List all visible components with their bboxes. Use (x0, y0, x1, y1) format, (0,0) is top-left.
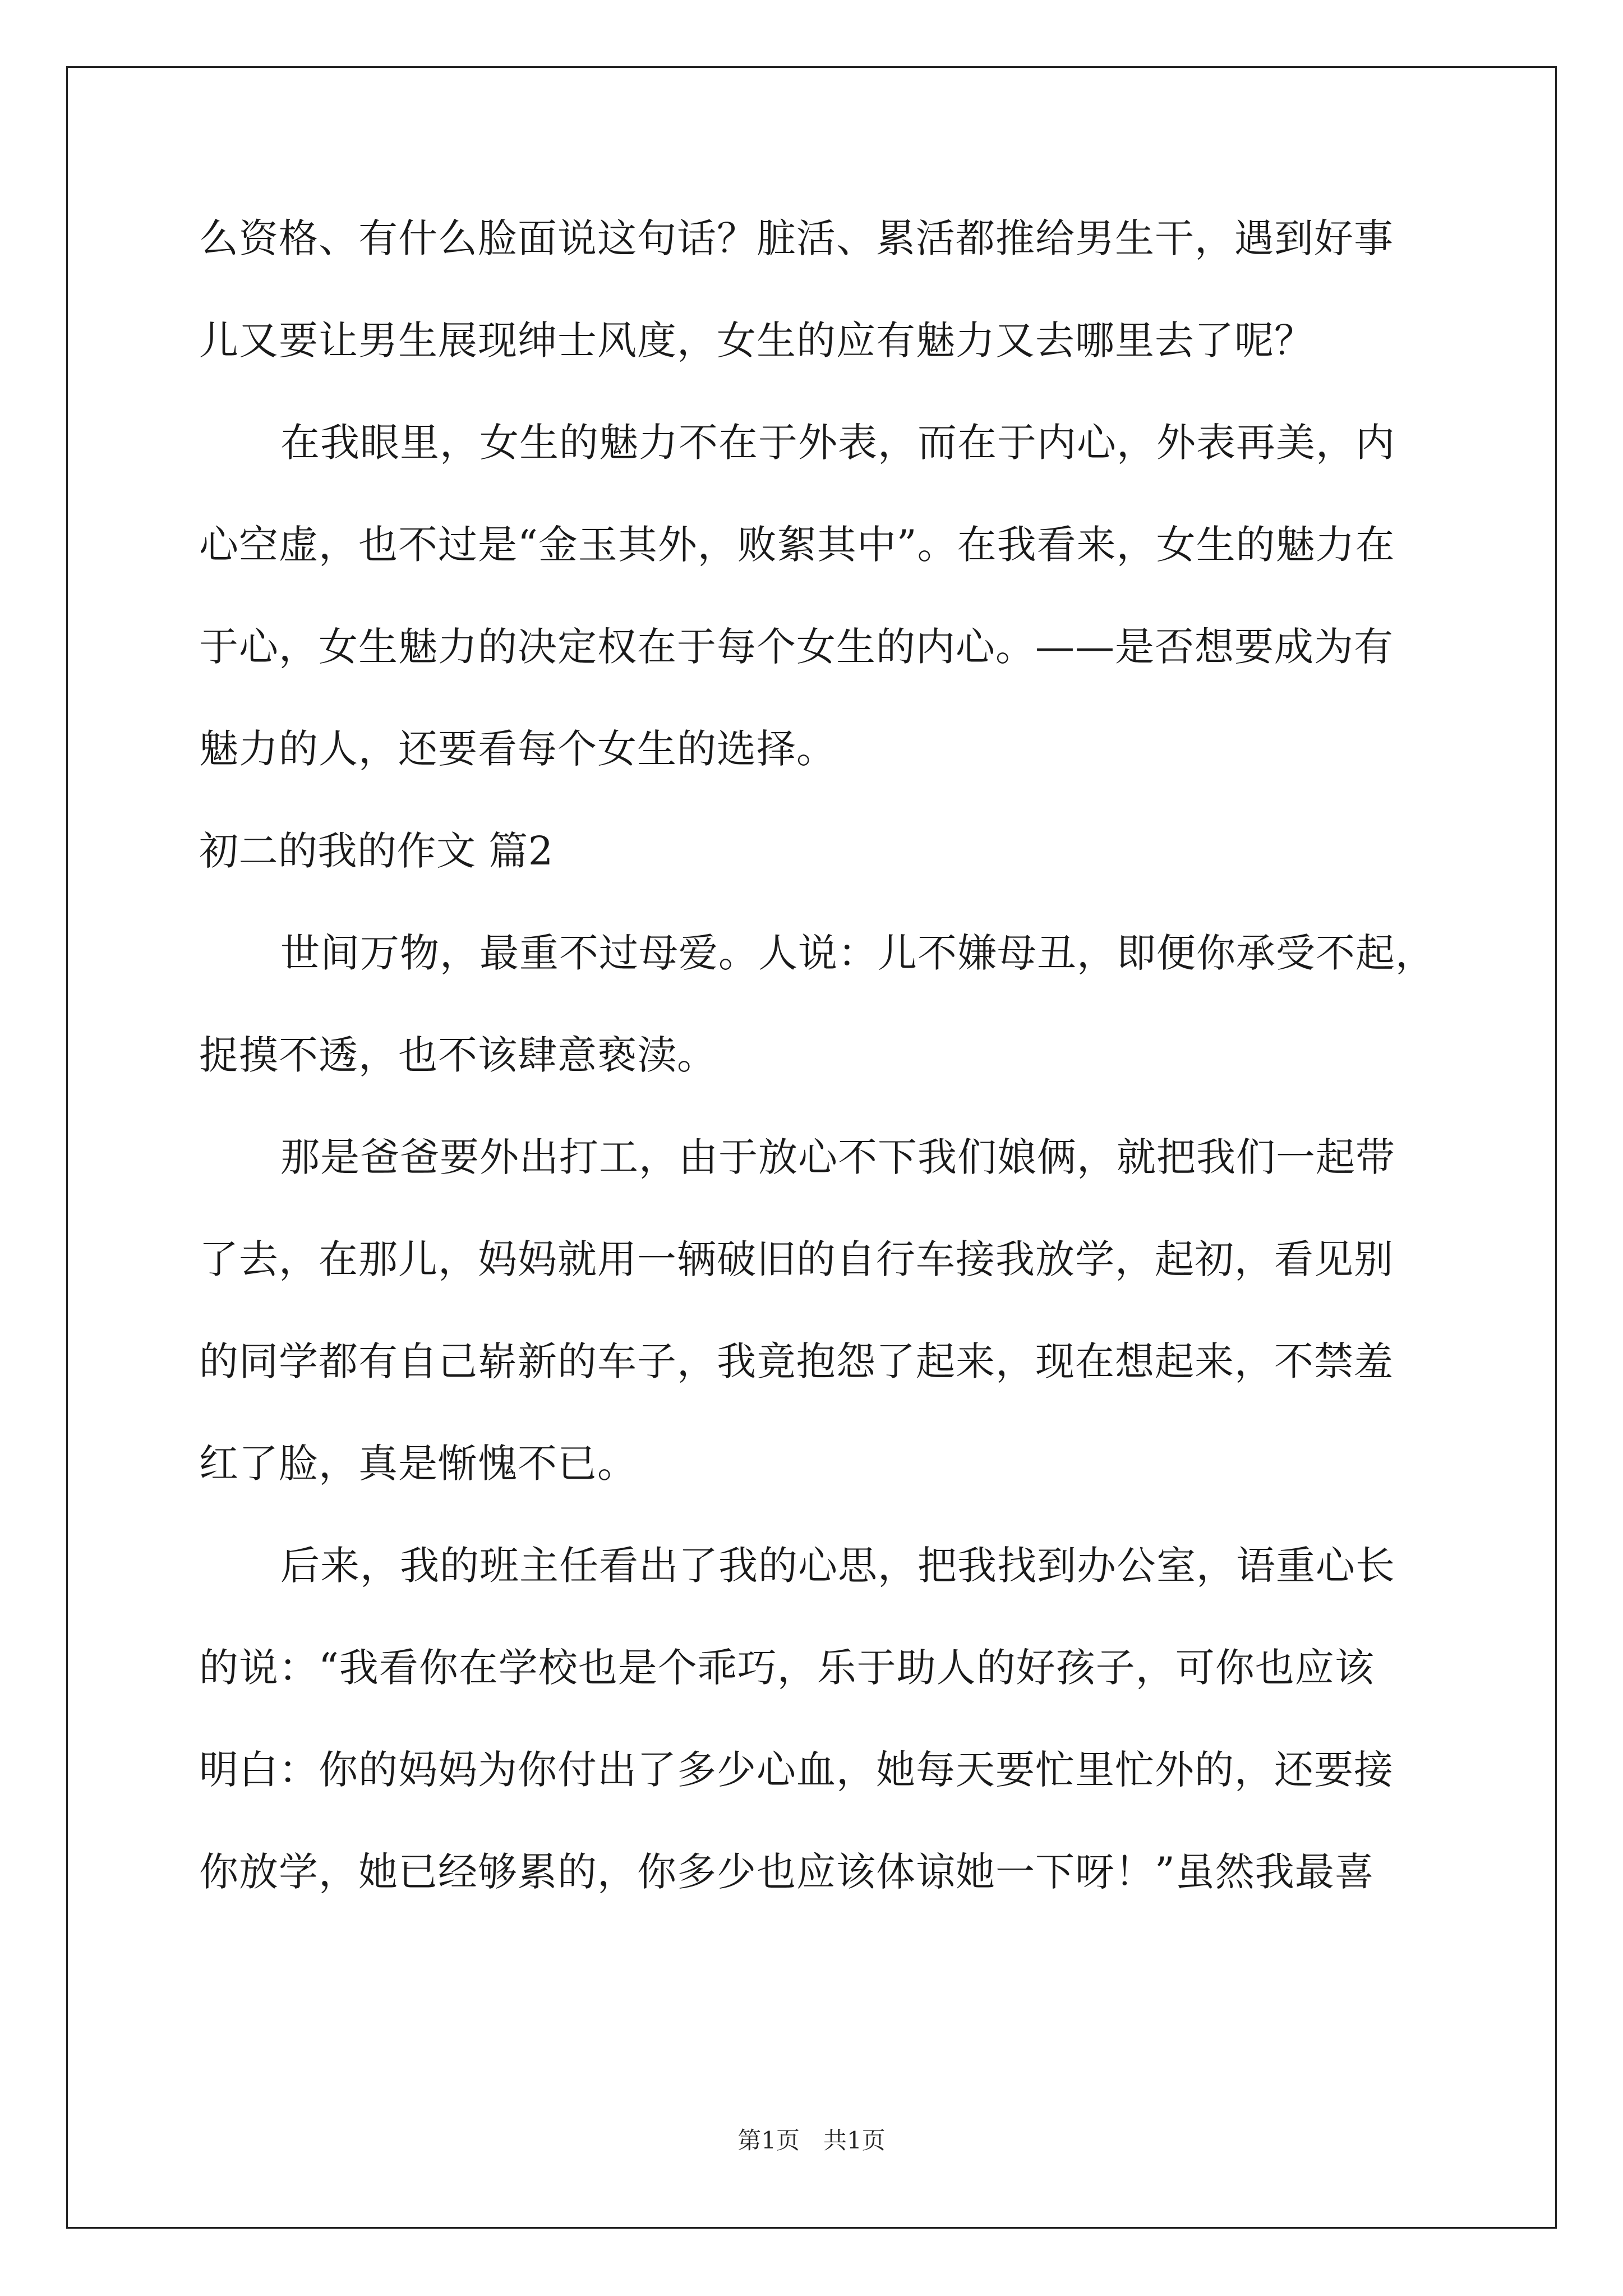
text-line: 的说：“我看你在学校也是个乖巧，乐于助人的好孩子，可你也应该 (199, 1645, 1375, 1691)
text-line: 捉摸不透，也不该肆意亵渎。 (199, 1032, 717, 1078)
text-line: 你放学，她已经够累的，你多少也应该体谅她一下呀！”虽然我最喜 (199, 1849, 1375, 1895)
paragraph-start-line: 世间万物，最重不过母爱。人说：儿不嫌母丑，即便你承受不起， (280, 930, 1435, 976)
page-number: 第1页 共1页 (737, 2127, 886, 2154)
paragraph-start-line: 后来，我的班主任看出了我的心思，把我找到办公室，语重心长 (280, 1543, 1395, 1589)
text-line: 心空虚，也不过是“金玉其外，败絮其中”。在我看来，女生的魅力在 (199, 522, 1395, 568)
text-line: 么资格、有什么脸面说这句话？脏活、累活都推给男生干，遇到好事 (199, 215, 1394, 261)
text-line: 明白：你的妈妈为你付出了多少心血，她每天要忙里忙外的，还要接 (199, 1747, 1394, 1793)
text-line: 魅力的人，还要看每个女生的选择。 (199, 726, 836, 772)
section-heading: 初二的我的作文 篇2 (199, 828, 554, 874)
text-line: 儿又要让男生展现绅士风度，女生的应有魅力又去哪里去了呢？ (199, 318, 1314, 364)
paragraph-start-line: 那是爸爸要外出打工，由于放心不下我们娘俩，就把我们一起带 (280, 1134, 1395, 1180)
text-line: 于心，女生魅力的决定权在于每个女生的内心。——是否想要成为有 (199, 624, 1394, 670)
text-line: 红了脸，真是惭愧不已。 (199, 1441, 637, 1487)
paragraph-start-line: 在我眼里，女生的魅力不在于外表，而在于内心，外表再美，内 (280, 420, 1395, 466)
text-line: 的同学都有自己崭新的车子，我竟抱怨了起来，现在想起来，不禁羞 (199, 1338, 1394, 1384)
document-body (199, 215, 1435, 1954)
text-line: 了去，在那儿，妈妈就用一辆破旧的自行车接我放学，起初，看见别 (199, 1236, 1394, 1282)
